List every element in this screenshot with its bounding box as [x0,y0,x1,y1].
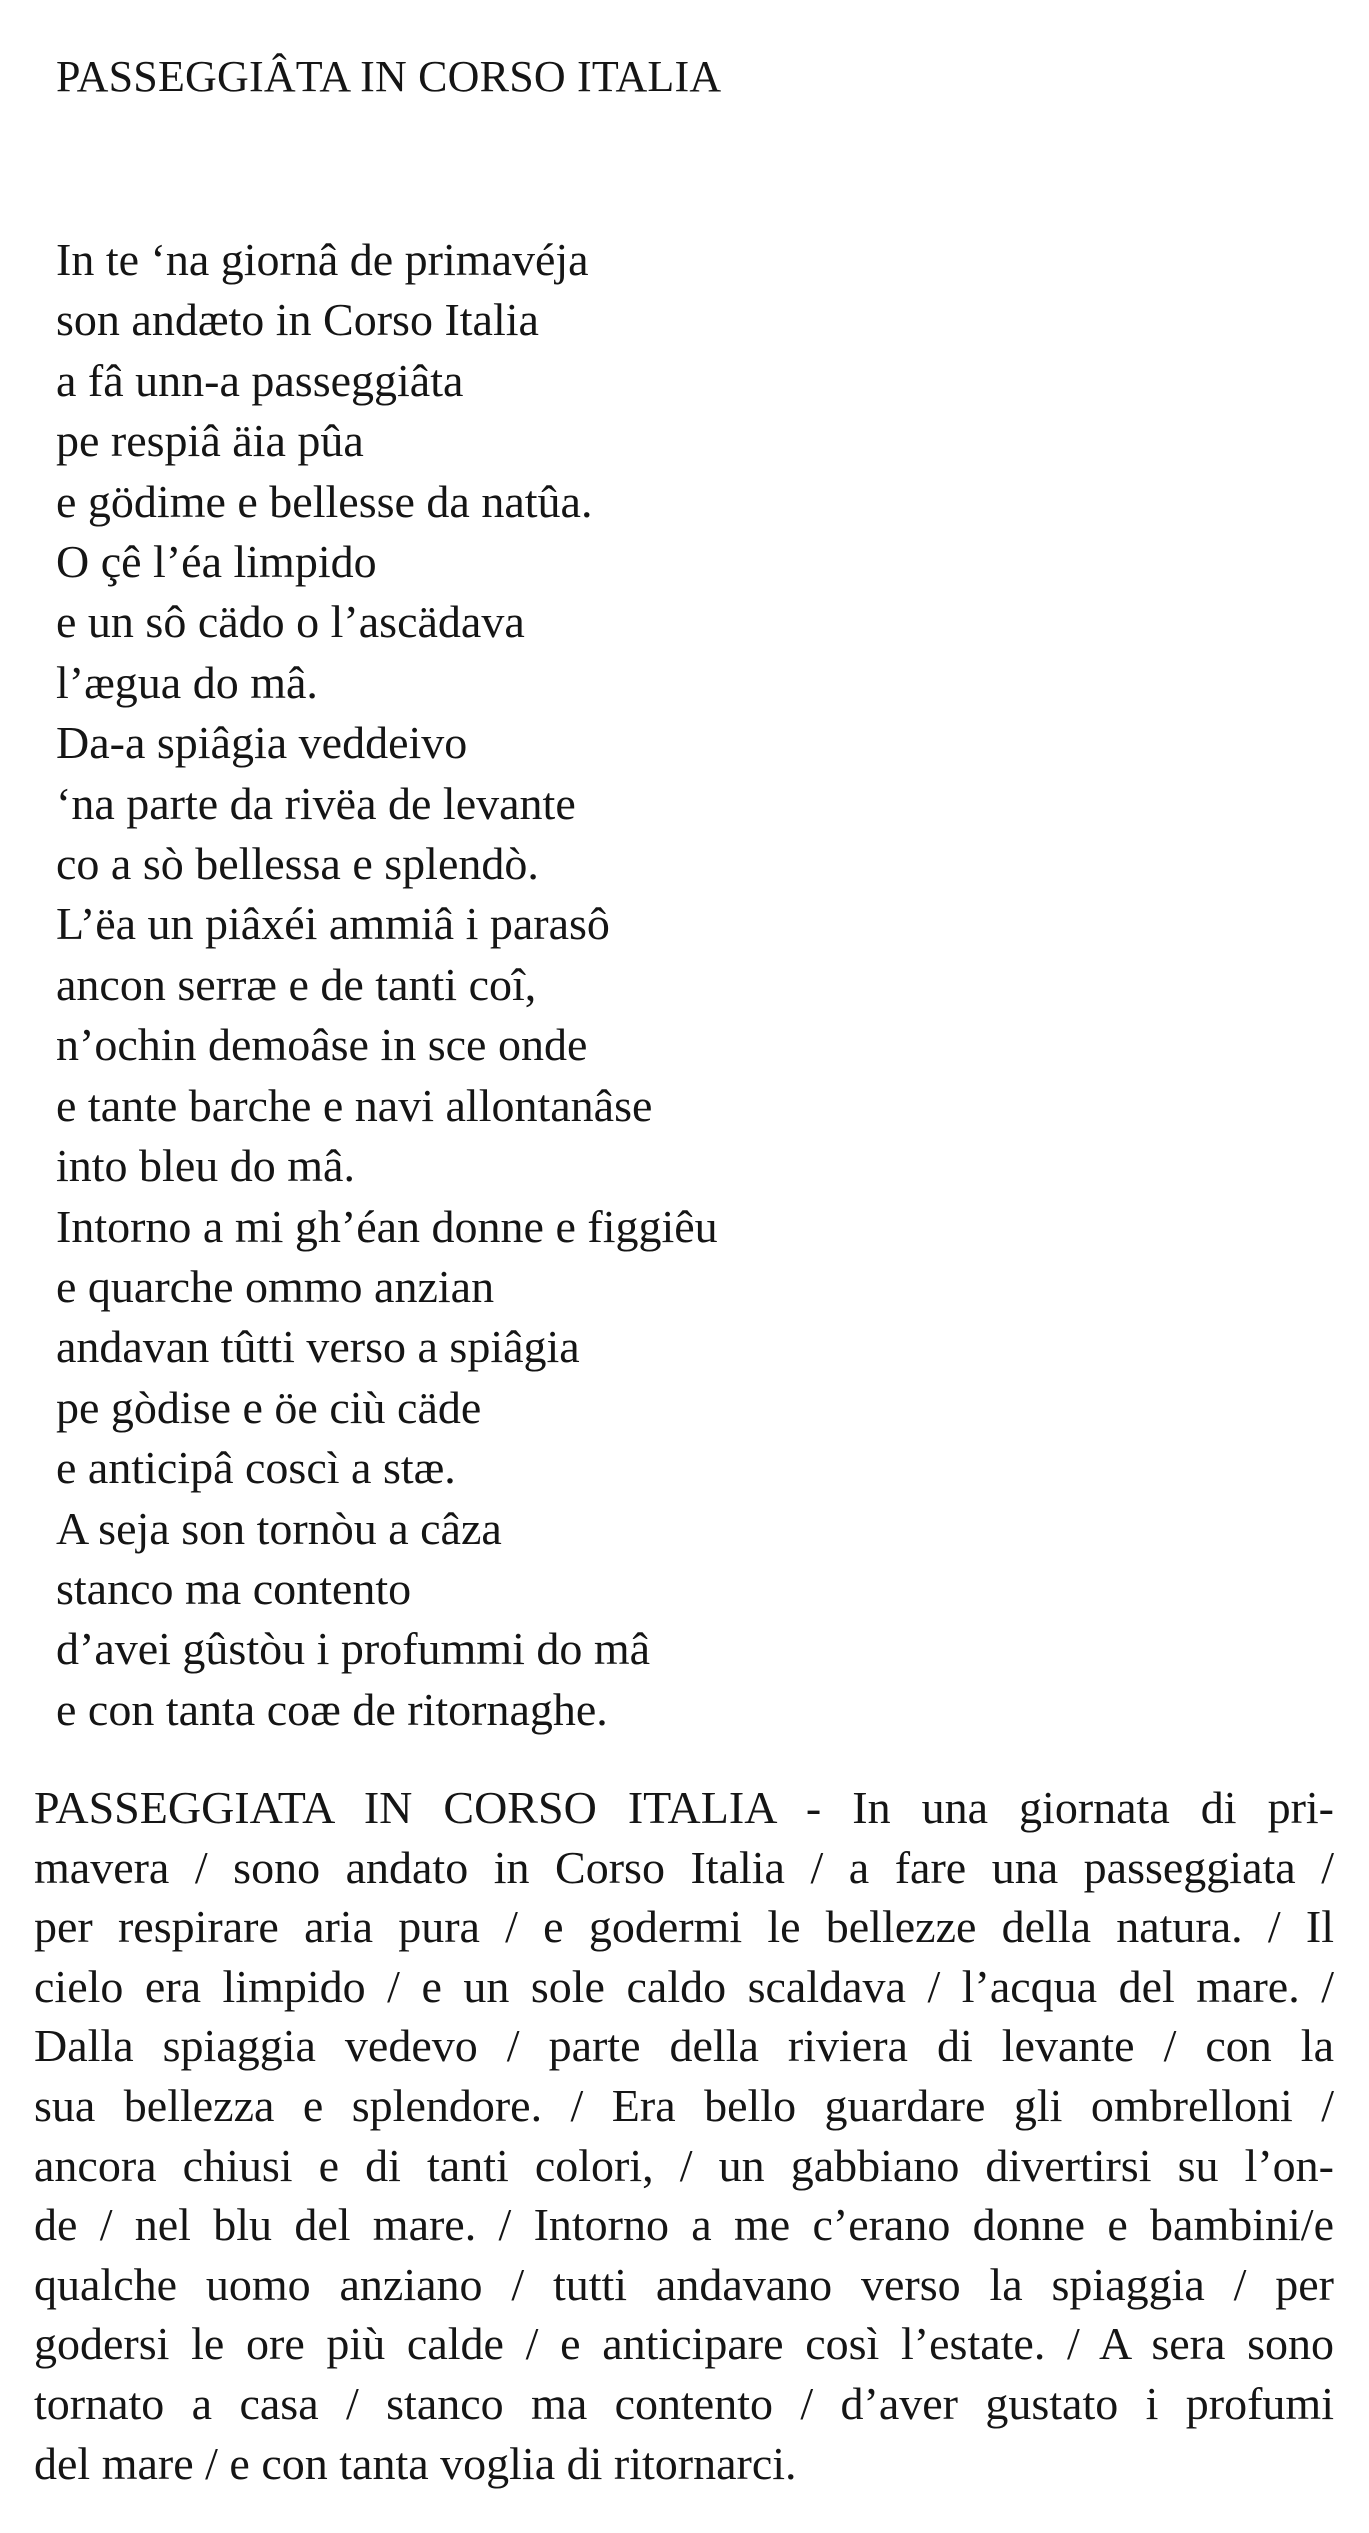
poem-line: A seja son tornòu a câza [56,1502,502,1554]
translation-line: mavera / sono andato in Corso Italia / a fare una passeggiata / [34,1841,1334,1893]
translation-line: godersi le ore più calde / e anticipare così l’estate. / A sera sono [34,2318,1334,2370]
poem-line: e tante barche e navi allontanâse [56,1079,653,1131]
translation-line: qualche uomo anziano / tutti andavano verso la spiaggia / per [34,2258,1334,2310]
translation-heading: PASSEGGIATA IN CORSO ITALIA [34,1782,775,1833]
poem-line: Da-a spiâgia veddeivo [56,717,468,769]
poem-line: a fâ unn-a passeggiâta [56,354,464,406]
poem-line: L’ëa un piâxéi ammiâ i parasô [56,898,610,950]
poem-line: pe gòdise e öe ciù cäde [56,1381,482,1433]
poem-line: e un sô cädo o l’ascädava [56,596,525,648]
poem-line: O çê l’éa limpido [56,536,377,588]
poem-line: d’avei gûstòu i profummi do mâ [56,1623,651,1675]
poem-title: PASSEGGIÂTA IN CORSO ITALIA [56,52,722,101]
translation-line: sua bellezza e splendore. / Era bello guardare gli ombrelloni / [34,2079,1334,2131]
poem-line: In te ‘na giornâ de primavéja [56,234,589,285]
poem-line: e gödime e bellesse da natûa. [56,475,593,527]
translation-line: tornato a casa / stanco ma contento / d’aver gustato i profumi [34,2377,1334,2429]
poem-line: son andæto in Corso Italia [56,294,539,346]
translation-line [34,1778,1334,1838]
poem-line: l’ægua do mâ. [56,656,318,708]
translation-line: Dalla spiaggia vedevo / parte della riviera di levante / con la [34,2020,1334,2072]
poem-line: pe respiâ äia pûa [56,415,364,467]
translation-line: del mare / e con tanta voglia di ritornarci. [34,2437,797,2489]
poem-line: into bleu do mâ. [56,1140,355,1192]
poem-line: e quarche ommo anzian [56,1260,495,1312]
translation-line: per respirare aria pura / e godermi le bellezze della natura. / Il [34,1901,1334,1953]
poem-line: andavan tûtti verso a spiâgia [56,1321,580,1373]
poem-line: e con tanta coæ de ritornaghe. [56,1683,608,1735]
poem-line: n’ochin demoâse in sce onde [56,1019,588,1071]
poem-line: stanco ma contento [56,1562,412,1614]
translation-line: cielo era limpido / e un sole caldo scaldava / l’acqua del mare. / [34,1960,1334,2012]
poem-line: ancon serræ e de tanti coî, [56,958,537,1010]
translation-line: de / nel blu del mare. / Intorno a me c’erano donne e bambini/e [34,2199,1334,2251]
translation-first-line-text: - In una giornata di pri- [774,1782,1334,1833]
poem-line: Intorno a mi gh’éan donne e figgiêu [56,1200,718,1252]
poem-line: ‘na parte da rivëa de levante [56,777,576,829]
italian-translation [34,1778,1334,2493]
poem-line: co a sò bellessa e splendò. [56,838,539,890]
translation-line: ancora chiusi e di tanti colori, / un gabbiano divertirsi su l’on- [34,2139,1334,2191]
poem-line: e anticipâ coscì a stæ. [56,1442,456,1494]
poem-body [56,230,1056,1740]
